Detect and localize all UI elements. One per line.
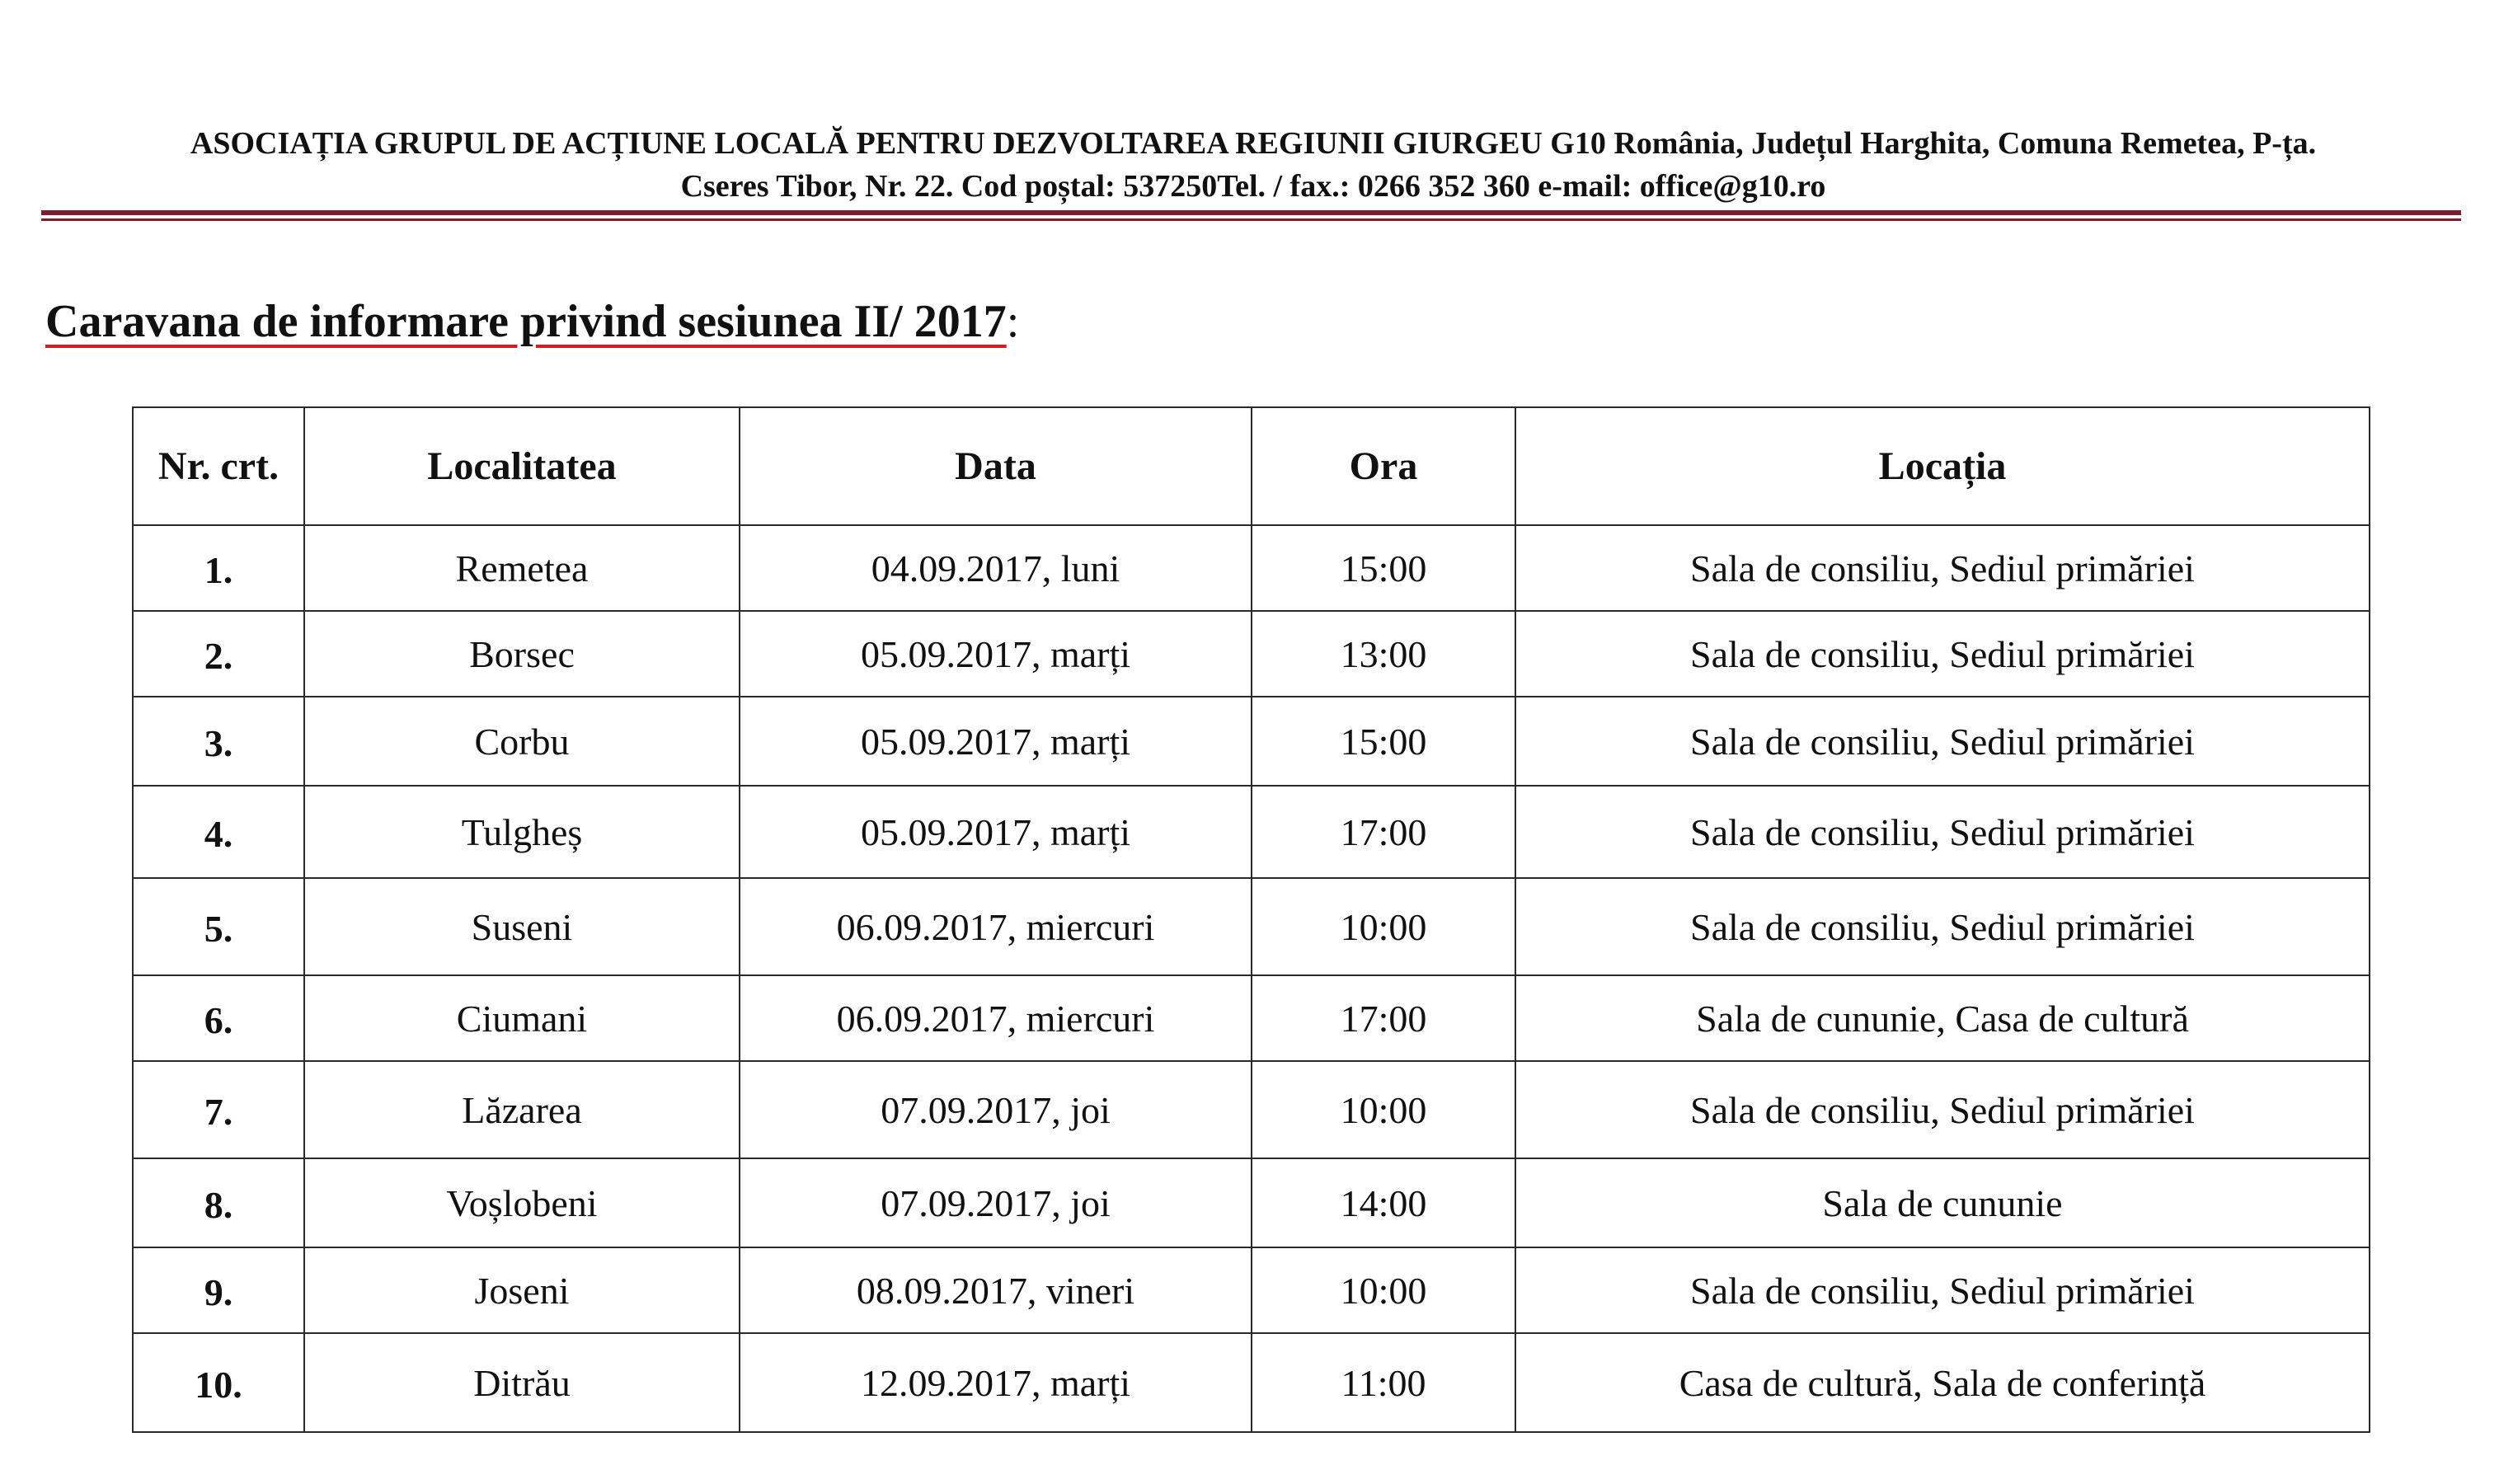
letterhead-rule-thin xyxy=(41,218,2461,221)
cell-locatia: Sala de cununie xyxy=(1515,1158,2370,1247)
cell-localitate: Remetea xyxy=(304,525,740,611)
table-row xyxy=(133,878,2370,975)
table-row xyxy=(133,611,2370,697)
cell-ora: 10:00 xyxy=(1252,878,1515,975)
cell-ora: 17:00 xyxy=(1252,786,1515,878)
document-title-text: Caravana de informare privind sesiunea II/ 2017 xyxy=(45,296,1007,347)
cell-localitate: Voșlobeni xyxy=(304,1158,740,1247)
header-ora: Ora xyxy=(1252,407,1515,525)
cell-data: 12.09.2017, marți xyxy=(740,1333,1252,1432)
cell-localitate: Borsec xyxy=(304,611,740,697)
cell-nr: 4. xyxy=(133,786,304,878)
cell-ora: 10:00 xyxy=(1252,1061,1515,1158)
table-row xyxy=(133,1333,2370,1432)
cell-nr: 2. xyxy=(133,611,304,697)
cell-nr: 7. xyxy=(133,1061,304,1158)
cell-data: 05.09.2017, marți xyxy=(740,697,1252,786)
schedule-table xyxy=(132,406,2370,1433)
header-data: Data xyxy=(740,407,1252,525)
cell-nr: 3. xyxy=(133,697,304,786)
cell-locatia: Sala de consiliu, Sediul primăriei xyxy=(1515,878,2370,975)
table-row xyxy=(133,1158,2370,1247)
cell-localitate: Ciumani xyxy=(304,975,740,1061)
cell-nr: 10. xyxy=(133,1333,304,1432)
cell-nr: 6. xyxy=(133,975,304,1061)
cell-localitate: Tulgheș xyxy=(304,786,740,878)
cell-ora: 15:00 xyxy=(1252,525,1515,611)
cell-data: 06.09.2017, miercuri xyxy=(740,878,1252,975)
cell-data: 05.09.2017, marți xyxy=(740,786,1252,878)
table-row xyxy=(133,975,2370,1061)
letterhead-line-2: Cseres Tibor, Nr. 22. Cod poștal: 537250Tel. / fax.: 0266 352 360 e-mail: office@g10.ro xyxy=(680,169,1826,204)
cell-data: 08.09.2017, vineri xyxy=(740,1247,1252,1333)
header-localitatea: Localitatea xyxy=(304,407,740,525)
cell-locatia: Casa de cultură, Sala de conferință xyxy=(1515,1333,2370,1432)
letterhead xyxy=(41,122,2465,208)
cell-data: 05.09.2017, marți xyxy=(740,611,1252,697)
cell-locatia: Sala de consiliu, Sediul primăriei xyxy=(1515,611,2370,697)
cell-locatia: Sala de consiliu, Sediul primăriei xyxy=(1515,697,2370,786)
cell-ora: 10:00 xyxy=(1252,1247,1515,1333)
letterhead-rule-thick xyxy=(41,210,2461,215)
cell-locatia: Sala de consiliu, Sediul primăriei xyxy=(1515,1061,2370,1158)
cell-nr: 8. xyxy=(133,1158,304,1247)
cell-nr: 1. xyxy=(133,525,304,611)
letterhead-line-1: ASOCIAȚIA GRUPUL DE ACȚIUNE LOCALĂ PENTRU DEZVOLTAREA REGIUNII GIURGEU G10 România, Județul Harghita, Comuna Remetea, P-ța. xyxy=(190,126,2317,161)
cell-data: 07.09.2017, joi xyxy=(740,1061,1252,1158)
cell-localitate: Corbu xyxy=(304,697,740,786)
document-title xyxy=(45,289,1019,355)
cell-ora: 14:00 xyxy=(1252,1158,1515,1247)
table-header-row xyxy=(133,407,2370,525)
cell-localitate: Lăzarea xyxy=(304,1061,740,1158)
cell-locatia: Sala de consiliu, Sediul primăriei xyxy=(1515,786,2370,878)
cell-localitate: Suseni xyxy=(304,878,740,975)
cell-ora: 11:00 xyxy=(1252,1333,1515,1432)
table-row xyxy=(133,697,2370,786)
cell-data: 06.09.2017, miercuri xyxy=(740,975,1252,1061)
cell-localitate: Ditrău xyxy=(304,1333,740,1432)
cell-nr: 9. xyxy=(133,1247,304,1333)
header-locatia: Locația xyxy=(1515,407,2370,525)
table-row xyxy=(133,786,2370,878)
cell-ora: 17:00 xyxy=(1252,975,1515,1061)
cell-data: 07.09.2017, joi xyxy=(740,1158,1252,1247)
cell-localitate: Joseni xyxy=(304,1247,740,1333)
table-row xyxy=(133,1247,2370,1333)
header-nr-crt: Nr. crt. xyxy=(133,407,304,525)
cell-nr: 5. xyxy=(133,878,304,975)
table-row xyxy=(133,1061,2370,1158)
cell-locatia: Sala de cununie, Casa de cultură xyxy=(1515,975,2370,1061)
cell-locatia: Sala de consiliu, Sediul primăriei xyxy=(1515,1247,2370,1333)
cell-data: 04.09.2017, luni xyxy=(740,525,1252,611)
cell-locatia: Sala de consiliu, Sediul primăriei xyxy=(1515,525,2370,611)
table-row xyxy=(133,525,2370,611)
document-title-suffix: : xyxy=(1006,296,1020,347)
cell-ora: 13:00 xyxy=(1252,611,1515,697)
cell-ora: 15:00 xyxy=(1252,697,1515,786)
